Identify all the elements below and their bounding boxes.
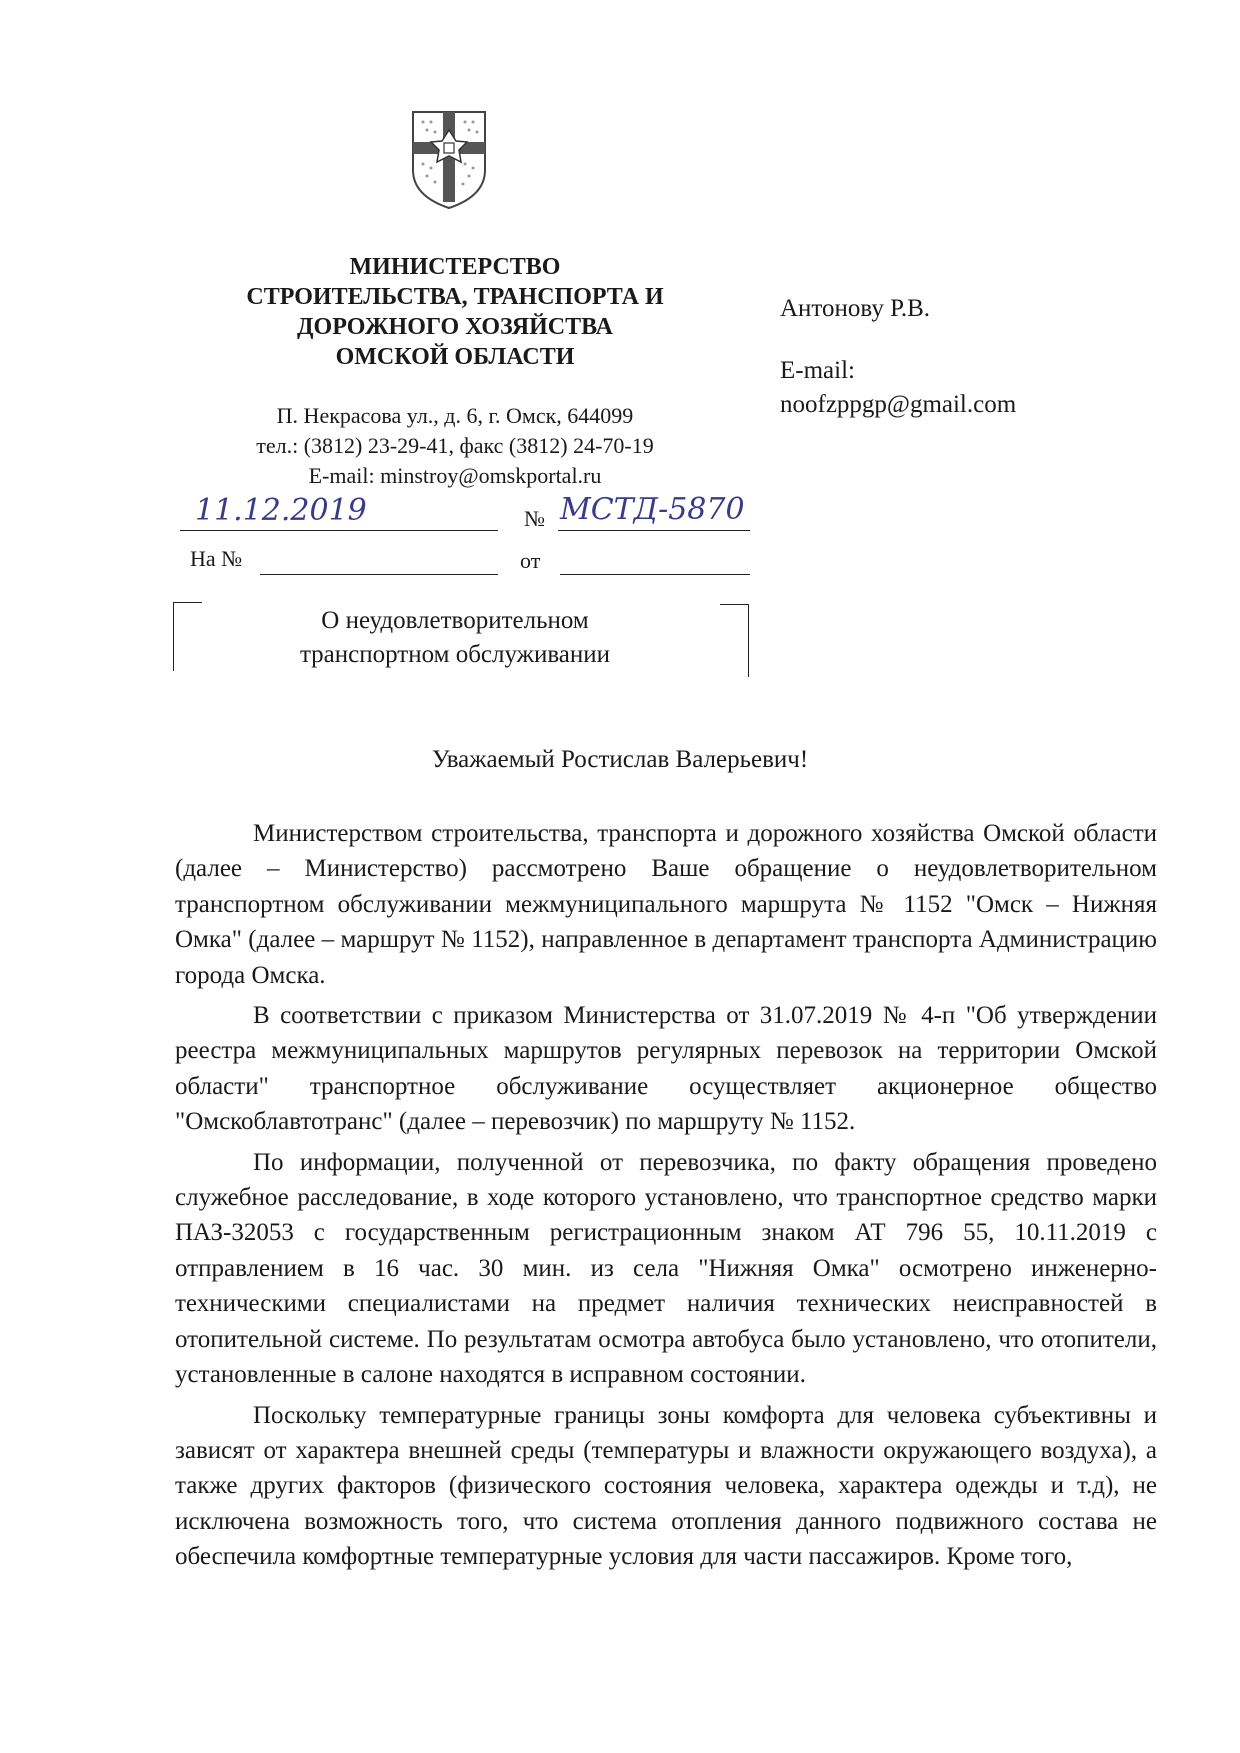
coat-of-arms-emblem [409,108,489,210]
number-label: № [524,506,545,531]
reference-date-label: от [520,548,541,573]
reference-number-label: На № [190,546,243,571]
letter-body [175,816,1157,1580]
org-address: П. Некрасова ул., д. 6, г. Омск, 644099 [276,403,634,428]
subject-line-1: О неудовлетворительном [321,607,589,634]
org-line-4: ОМСКОЙ ОБЛАСТИ [335,344,575,370]
paragraph-1: Министерством строительства, транспорта и дорожного хозяйства Омской области (далее – Министерство) рассмотрено Ваше обращение о неудовлетворительном транспортном обслуживании межмуниципального маршрута № 1152 "Омск – Нижняя Омка" (далее – маршрут № 1152), направленное в департамент транспорта Администрацию города Омска. [175,820,1157,989]
org-line-2: СТРОИТЕЛЬСТВА, ТРАНСПОРТА И [246,284,664,310]
date-underline [180,530,498,531]
greeting: Уважаемый Ростислав Валерьевич! [431,746,809,773]
org-line-3: ДОРОЖНОГО ХОЗЯЙСТВА [297,314,613,340]
paragraph-3: По информации, полученной от перевозчика, по факту обращения проведено служебное расследование, в ходе которого установлено, что транспортное средство марки ПАЗ-32053 с государственным регистрационным знаком АТ 796 55, 10.11.2019 с отправлением в 16 час. 30 мин. из села "Нижняя Омка" осмотрено инженерно-техническими специалистами на предмет наличия технических неисправностей в отопительной системе. По результатам осмотра автобуса было установлено, что отопители, установленные в салоне находятся в исправном состоянии. [175,1148,1157,1389]
handwritten-date: 11.12.2019 [195,493,367,528]
organization-name [200,252,710,372]
paragraph-2: В соответствии с приказом Министерства от 31.07.2019 № 4-п "Об утверждении реестра межмуниципальных маршрутов регулярных перевозок на территории Омской области" транспортное обслуживание осуществляет акционерное общество "Омскоблавтотранс" (далее – перевозчик) по маршруту № 1152. [175,1002,1157,1136]
org-phone: тел.: (3812) 23-29-41, факс (3812) 24-70-19 [256,433,654,458]
reference-number-underline [260,574,498,575]
recipient-email-label: E-mail: [780,357,855,384]
subject-bracket-right [720,604,749,677]
subject-line-2: транспортном обслуживании [299,641,611,668]
subject-bracket-left [173,602,202,671]
org-email: E-mail: minstroy@omskportal.ru [308,463,602,488]
org-line-1: МИНИСТЕРСТВО [349,254,561,280]
subject [240,604,670,672]
paragraph-4: Поскольку температурные границы зоны комфорта для человека субъективны и зависят от характера внешней среды (температуры и влажности окружающего воздуха), а также других факторов (физического состояния человека, характера одежды и т.д), не исключена возможность того, что система отопления данного подвижного состава не обеспечила комфортные температурные условия для части пассажиров. Кроме того, [175,1401,1157,1571]
organization-contacts [190,401,720,491]
reference-date-underline [560,574,750,575]
handwritten-number: МСТД-5870 [560,492,745,527]
number-underline [558,530,750,531]
recipient-block [780,292,1016,422]
recipient-email: noofzppgp@gmail.com [780,391,1017,418]
recipient-name: Антонову Р.В. [780,295,931,322]
